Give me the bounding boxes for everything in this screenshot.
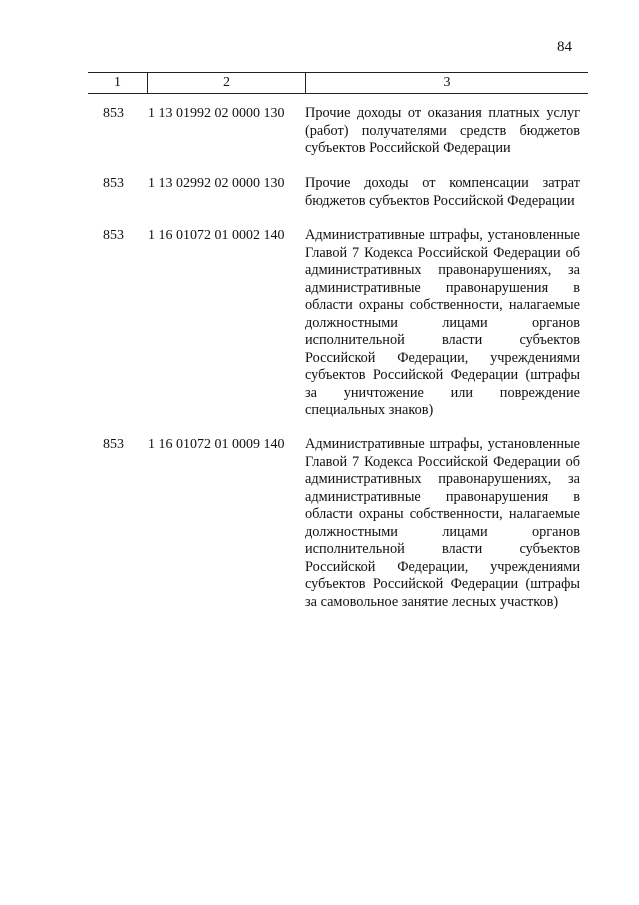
revenue-code: 1 13 02992 02 0000 130: [148, 176, 285, 191]
revenue-description: Прочие доходы от оказания платных услуг (работ) получателями средств бюджетов субъектов Российской Федерации: [305, 105, 580, 156]
header-col-3: 3: [443, 75, 451, 90]
header-col-2: 2: [148, 73, 306, 93]
admin-code: 853: [103, 176, 124, 191]
admin-code: 853: [103, 228, 124, 243]
table-header: [88, 72, 588, 94]
admin-code: 853: [103, 437, 124, 452]
revenue-code: 1 16 01072 01 0009 140: [148, 437, 285, 452]
revenue-code: 1 16 01072 01 0002 140: [148, 228, 285, 243]
revenue-description: Административные штрафы, установленные Главой 7 Кодекса Российской Федерации об административных правонарушениях, за административные правонарушения в области охраны собственности, налагаемые должностными лицами органов исполнительной власти субъектов Российской Федерации, учреждениями субъектов Российской Федерации (штрафы за уничтожение или повреждение специальных знаков): [305, 227, 580, 418]
page-number: 84: [557, 39, 572, 55]
header-col-1: 1: [88, 73, 148, 93]
revenue-description: Административные штрафы, установленные Главой 7 Кодекса Российской Федерации об административных правонарушениях, за административные правонарушения в области охраны собственности, налагаемые должностными лицами органов исполнительной власти субъектов Российской Федерации, учреждениями субъектов Российской Федерации (штрафы за самовольное занятие лесных участков): [305, 436, 580, 610]
revenue-code: 1 13 01992 02 0000 130: [148, 106, 285, 121]
revenue-description: Прочие доходы от компенсации затрат бюджетов субъектов Российской Федерации: [305, 175, 580, 209]
admin-code: 853: [103, 106, 124, 121]
